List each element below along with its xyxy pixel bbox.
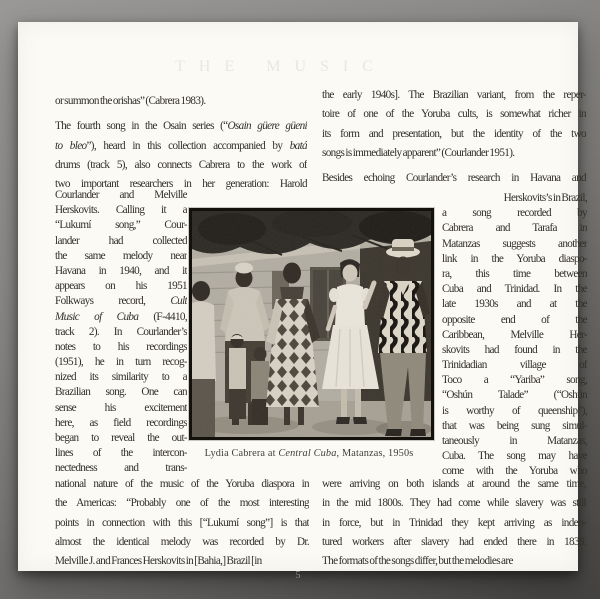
text-line: here, as field recordings	[55, 416, 187, 429]
text-block-right-upper	[322, 86, 586, 188]
text-line: tured workers after slavery had ended there in 1838.	[322, 535, 586, 548]
text-line: Herskovits. Calling it a	[55, 204, 187, 217]
text-block-left-lower	[55, 475, 309, 571]
text-line: “Lukumí song,” Cour-	[55, 219, 187, 232]
text-line: is worthy of queenship”),	[442, 404, 587, 417]
text-block-right-lower	[322, 475, 586, 571]
text-line: Melville J. and Frances Herskovits in [Bahia,] Brazil [in	[55, 555, 262, 568]
text-line: track 2). In Courlander’s	[55, 325, 187, 338]
text-line: The fourth song in the Osain series (“Osain güere güeni	[55, 120, 307, 133]
text-line: “Oshún Talade” (“Oshún	[442, 389, 587, 402]
text-line: were arriving on both islands at around the same time,	[322, 478, 586, 490]
text-line: toire of one of the Yoruba cults, is somewhat richer in	[322, 108, 586, 121]
text-line: that was being sung simul-	[442, 419, 587, 432]
text-line: sense his excitement	[55, 401, 187, 414]
text-line: Trinidadian village of	[442, 359, 587, 372]
text-line: appears on his 1951	[55, 280, 187, 293]
text-line: Matanzas suggests another	[442, 237, 587, 250]
text-line: ra, this time between	[442, 267, 587, 280]
text-line: (1951), he in turn recog-	[55, 356, 187, 369]
text-line: The formats of the songs differ, but the melodies are	[322, 555, 513, 568]
text-line: two important researchers in her generation: Harold	[55, 178, 307, 191]
booklet-page	[18, 22, 587, 581]
text-line: Cabrera and Tarafa in	[442, 222, 587, 235]
text-line: the early 1940s]. The Brazilian variant, from the reper-	[322, 89, 586, 101]
page-number: 5	[295, 570, 301, 581]
text-line: Caribbean, Melville Her-	[442, 328, 587, 341]
photo-caption: Lydia Cabrera at Central Cuba, Matanzas, 1950s	[204, 448, 414, 459]
text-line: Havana in 1940, and it	[55, 264, 187, 277]
photo-illustration	[192, 211, 431, 437]
text-line: the same melody near	[55, 249, 187, 262]
photo-lydia-cabrera	[189, 208, 434, 440]
text-line: its form and presentation, but the identity of the two	[322, 127, 586, 140]
text-line: to bleo”), heard in this collection accompanied by batá	[55, 139, 307, 152]
text-line: nectedness and trans-	[55, 462, 187, 475]
text-line: Music of Cuba (F-4410,	[55, 310, 187, 323]
ghost-header-show-through: THE MUSIC	[175, 58, 387, 75]
text-line: lander had collected	[55, 234, 187, 247]
text-line: Herskovits’s in Brazil,	[503, 192, 587, 204]
text-line: Cuba. The song may have	[442, 450, 587, 463]
text-line: lines of the intercon-	[55, 447, 187, 460]
text-block-right-narrow	[442, 191, 587, 480]
text-line: Folkways record, Cult	[55, 295, 187, 308]
text-line: national nature of the music of the Yoruba diaspora in	[55, 478, 309, 490]
text-line: taneously in Matanzas,	[442, 435, 587, 447]
text-line: nized its similarity to a	[55, 371, 187, 384]
text-line: in the mid 1800s. They had come while slavery was still	[322, 497, 586, 510]
text-line: Courlander and Melville	[55, 189, 187, 201]
text-line: link in the Yoruba diaspo-	[442, 252, 587, 265]
text-line: began to reveal the out-	[55, 432, 187, 444]
text-line: points in connection with this [“Lukumí song”] is that	[55, 516, 309, 529]
text-line: skovits had found in the	[442, 343, 587, 356]
text-line: opposite end of the	[442, 313, 587, 326]
text-line: or summon the orishas” (Cabrera 1983).	[55, 95, 206, 107]
text-line: almost the identical melody was recorded by Dr.	[55, 535, 309, 548]
text-line: Toco a “Yariba” song,	[442, 374, 587, 387]
text-line: songs is immediately apparent” (Courlander 1951).	[322, 146, 515, 159]
text-line: Cuba and Trinidad. In the	[442, 283, 587, 296]
text-line: in force, but in Trinidad they kept arriving as inden-	[322, 516, 586, 529]
text-block-left-narrow	[55, 188, 187, 477]
text-line: come with the Yoruba who	[442, 465, 587, 478]
text-line: notes to his recordings	[55, 340, 187, 353]
text-line: Besides echoing Courlander’s research in Havana and	[322, 172, 586, 185]
text-line: late 1930s and at the	[442, 298, 587, 311]
text-line: a song recorded by	[442, 207, 587, 220]
text-line: Brazilian song. One can	[55, 386, 187, 399]
text-block-left-upper	[55, 92, 307, 194]
text-line: the Americas: “Probably one of the most interesting	[55, 497, 309, 510]
text-line: drums (track 5), also connects Cabrera to the work of	[55, 158, 307, 171]
